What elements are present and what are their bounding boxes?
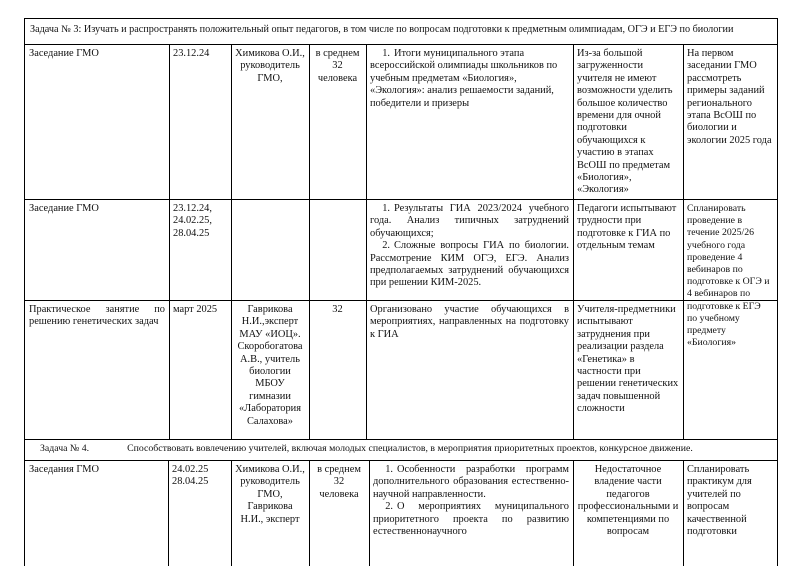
- topic-item: [373, 464, 569, 501]
- row2-problems: Педагоги испытывают трудности при подготовке к ГИА по отдельным темам: [577, 203, 677, 252]
- row4-problems: Недостаточное владение части педагогов профессиональными и компетенциями по вопросам: [577, 464, 679, 538]
- row4-responsible: Химикова О.И., руководитель ГМО, Гаврикова Н.И., эксперт: [235, 464, 305, 525]
- task-4-text: Способствовать вовлечению учителей, включая молодых специалистов, в мероприятия приоритетных проектов, конкурсное движение.: [127, 443, 693, 454]
- topic-number: 1.: [385, 464, 393, 475]
- topic-item: [373, 501, 569, 538]
- topic-text: О мероприятиях муниципального приоритетного проекта по развитию естественнонаучного: [373, 501, 569, 538]
- topic-number: 2.: [382, 240, 390, 252]
- row1-problems: Из-за большой загруженности учителя не имеют возможности уделить большое количество времени для очной подготовки обучающихся к участию в этапах ВсОШ по предметам «Биология», «Экология»: [577, 48, 673, 196]
- row3-event: Практическое занятие по решению генетических задач: [29, 304, 165, 328]
- table-border: [24, 199, 778, 200]
- topic-number: 1.: [382, 48, 390, 59]
- table-border: [24, 18, 778, 19]
- table-border: [24, 460, 778, 461]
- topic-text: Организовано участие обучающихся в мероприятиях, направленных на подготовку к ГИА: [370, 304, 569, 340]
- task-4-label: Задача № 4.: [40, 443, 90, 454]
- table-border: [777, 18, 778, 566]
- topic-item: [370, 203, 569, 240]
- row2-solutions: Спланировать проведение в течение 2025/26 учебного года проведение 4 вебинаров по подготовке к ОГЭ и 4 вебинаров по подготовке к ЕГЭ по учебному предмету «Биология»: [687, 203, 770, 349]
- row1-solutions: На первом заседании ГМО рассмотреть примеры заданий регионального этапа ВсОШ по биологии и экологии 2025 года: [687, 48, 772, 146]
- row1-responsible: Химикова О.И., руководитель ГМО,: [235, 48, 305, 84]
- row1-topics: [367, 46, 572, 196]
- task-4-heading: [27, 441, 777, 459]
- table-border: [24, 18, 25, 566]
- row3-topics: [367, 302, 572, 438]
- topic-text: Особенности разработки программ дополнительного образования естественно-научной направленности.: [373, 464, 569, 500]
- row4-solutions: Спланировать практикум для учителей по вопросам качественной подготовки: [687, 464, 752, 538]
- row3-participants: 32: [332, 304, 343, 315]
- topic-text: Результаты ГИА 2023/2024 учебного года. Анализ типичных затруднений обучающихся;: [370, 203, 569, 239]
- row1-participants: в среднем 32 человека: [315, 48, 360, 84]
- row2-responsible: [232, 201, 308, 298]
- row4-date: 24.02.25 28.04.25: [172, 464, 209, 488]
- row4-topics: [370, 462, 572, 566]
- row2-event: Заседание ГМО: [29, 203, 99, 214]
- topic-number: 2.: [385, 501, 393, 513]
- topic-text: Сложные вопросы ГИА по биологии. Рассмотрение КИМ ОГЭ, ЕГЭ. Анализ предполагаемых затруднений обучающихся при решении КИМ-2025.: [370, 240, 569, 289]
- row3-date: март 2025: [173, 304, 218, 315]
- table-border: [24, 44, 778, 45]
- table-border: [24, 439, 778, 440]
- table-border: [24, 300, 778, 301]
- row1-event: Заседание ГМО: [29, 48, 99, 59]
- row2-participants: [310, 201, 365, 298]
- topic-item: [370, 48, 569, 110]
- row2-date: 23.12.24, 24.02.25, 28.04.25: [173, 203, 212, 239]
- task-3-heading: Задача № 3: Изучать и распространять положительный опыт педагогов, в том числе по вопросам подготовки к предметным олимпиадам, ОГЭ и ЕГЭ по биологии: [30, 24, 734, 35]
- row3-problems: Учителя-предметники испытывают затруднения при реализации раздела «Генетика» в частности при решении генетических задач повышенной сложности: [577, 304, 679, 415]
- topic-text: Итоги муниципального этапа всероссийской олимпиады школьников по учебным предметам «Биология», «Экология»: анализ решаемости заданий, победители и призеры: [370, 48, 558, 109]
- topic-item: [370, 240, 569, 290]
- row4-participants: в среднем 32 человека: [317, 464, 361, 500]
- row1-date: 23.12.24: [173, 48, 210, 59]
- row3-responsible: Гаврикова Н.И.,эксперт МАУ «ИОЦ». Скоробогатова А.В., учитель биологии МБОУ гимназии «Лаборатория Салахова»: [237, 304, 303, 427]
- topic-number: 1.: [382, 203, 390, 214]
- row2-topics: [367, 201, 572, 298]
- row4-event: Заседания ГМО: [29, 464, 100, 475]
